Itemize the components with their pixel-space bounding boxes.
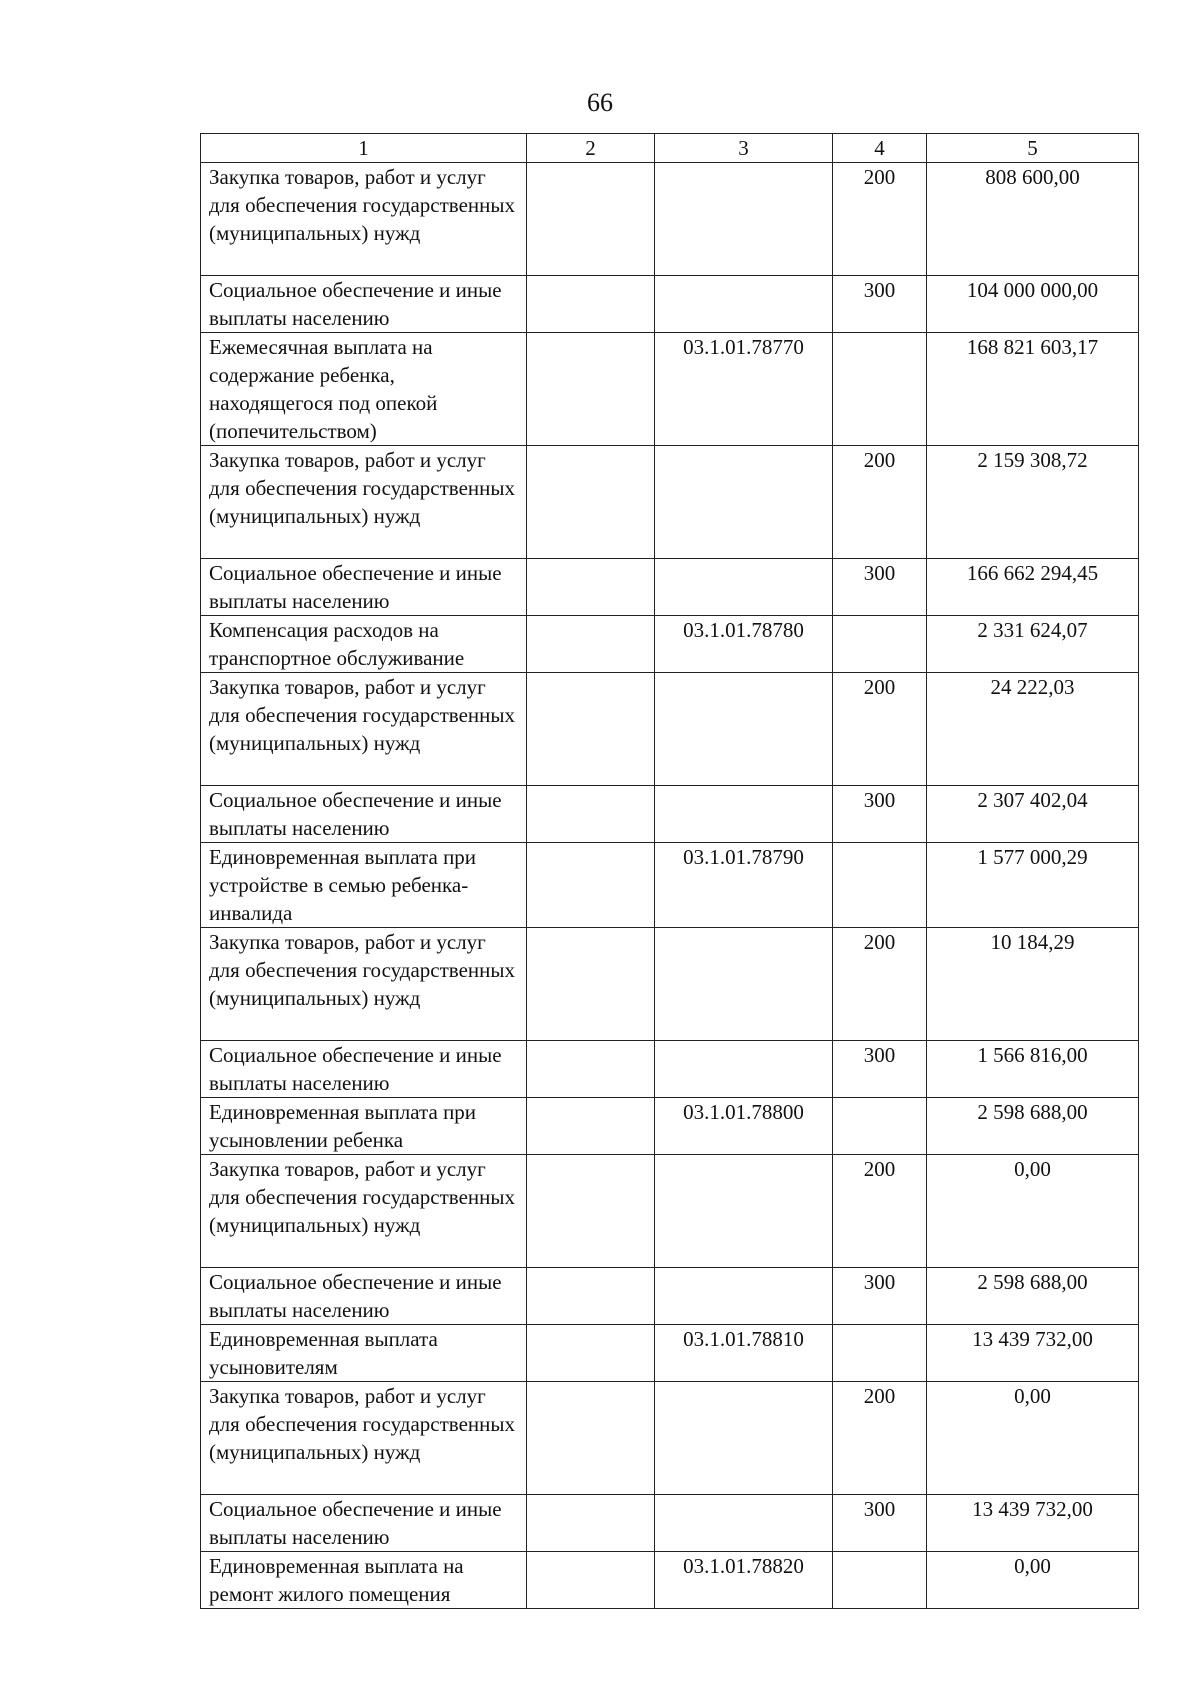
row-amount-cell: 2 331 624,07 xyxy=(927,616,1139,673)
row-code-cell xyxy=(655,1041,833,1098)
page-number: 66 xyxy=(587,88,613,117)
table-row xyxy=(201,843,1139,928)
header-col-2: 2 xyxy=(527,134,655,163)
row-col2-cell xyxy=(527,446,655,559)
row-col2-cell xyxy=(527,163,655,276)
row-type-cell: 300 xyxy=(833,1041,927,1098)
table-row xyxy=(201,616,1139,673)
row-type-cell: 300 xyxy=(833,1495,927,1552)
budget-table xyxy=(200,133,1139,1609)
row-code-cell: 03.1.01.78770 xyxy=(655,333,833,446)
row-code-cell xyxy=(655,1268,833,1325)
header-col-1: 1 xyxy=(201,134,527,163)
row-name-cell: Социальное обеспечение и иные выплаты населению xyxy=(201,1041,527,1098)
table-row xyxy=(201,1495,1139,1552)
row-code-cell: 03.1.01.78780 xyxy=(655,616,833,673)
row-type-cell: 300 xyxy=(833,276,927,333)
row-type-cell xyxy=(833,333,927,446)
row-amount-cell: 0,00 xyxy=(927,1382,1139,1495)
table-row xyxy=(201,1098,1139,1155)
row-code-cell: 03.1.01.78810 xyxy=(655,1325,833,1382)
header-col-4: 4 xyxy=(833,134,927,163)
row-code-cell xyxy=(655,1495,833,1552)
header-col-5: 5 xyxy=(927,134,1139,163)
row-name-cell: Социальное обеспечение и иные выплаты населению xyxy=(201,559,527,616)
row-code-cell xyxy=(655,1155,833,1268)
table-row xyxy=(201,333,1139,446)
row-code-cell xyxy=(655,559,833,616)
table-body xyxy=(201,163,1139,1609)
table-row xyxy=(201,1382,1139,1495)
row-name-cell: Закупка товаров, работ и услуг для обеспечения государственных (муниципальных) нужд xyxy=(201,928,527,1041)
row-amount-cell: 166 662 294,45 xyxy=(927,559,1139,616)
row-col2-cell xyxy=(527,276,655,333)
row-type-cell: 200 xyxy=(833,446,927,559)
row-amount-cell: 2 598 688,00 xyxy=(927,1268,1139,1325)
row-type-cell: 300 xyxy=(833,1268,927,1325)
row-amount-cell: 13 439 732,00 xyxy=(927,1325,1139,1382)
row-code-cell xyxy=(655,928,833,1041)
row-code-cell xyxy=(655,446,833,559)
row-name-cell: Социальное обеспечение и иные выплаты населению xyxy=(201,276,527,333)
table-row xyxy=(201,163,1139,276)
row-col2-cell xyxy=(527,928,655,1041)
row-type-cell: 200 xyxy=(833,1155,927,1268)
row-code-cell xyxy=(655,673,833,786)
row-amount-cell: 1 577 000,29 xyxy=(927,843,1139,928)
header-row xyxy=(201,134,1139,163)
row-amount-cell: 808 600,00 xyxy=(927,163,1139,276)
row-name-cell: Единовременная выплата на ремонт жилого помещения xyxy=(201,1552,527,1609)
table-row xyxy=(201,673,1139,786)
table-row xyxy=(201,1325,1139,1382)
row-code-cell: 03.1.01.78820 xyxy=(655,1552,833,1609)
row-amount-cell: 10 184,29 xyxy=(927,928,1139,1041)
row-name-cell: Ежемесячная выплата на содержание ребенка, находящегося под опекой (попечительством) xyxy=(201,333,527,446)
row-amount-cell: 0,00 xyxy=(927,1552,1139,1609)
row-col2-cell xyxy=(527,786,655,843)
row-col2-cell xyxy=(527,1382,655,1495)
row-type-cell xyxy=(833,843,927,928)
row-col2-cell xyxy=(527,559,655,616)
table-row xyxy=(201,1268,1139,1325)
row-name-cell: Закупка товаров, работ и услуг для обеспечения государственных (муниципальных) нужд xyxy=(201,673,527,786)
table-row xyxy=(201,1041,1139,1098)
table-row xyxy=(201,276,1139,333)
row-code-cell xyxy=(655,276,833,333)
row-type-cell: 200 xyxy=(833,928,927,1041)
row-col2-cell xyxy=(527,673,655,786)
table-row xyxy=(201,1155,1139,1268)
row-col2-cell xyxy=(527,843,655,928)
row-amount-cell: 1 566 816,00 xyxy=(927,1041,1139,1098)
row-name-cell: Закупка товаров, работ и услуг для обеспечения государственных (муниципальных) нужд xyxy=(201,446,527,559)
row-type-cell xyxy=(833,1325,927,1382)
row-name-cell: Единовременная выплата усыновителям xyxy=(201,1325,527,1382)
row-type-cell: 300 xyxy=(833,786,927,843)
row-type-cell: 300 xyxy=(833,559,927,616)
row-type-cell: 200 xyxy=(833,673,927,786)
table-row xyxy=(201,928,1139,1041)
row-type-cell xyxy=(833,1098,927,1155)
table-row xyxy=(201,1552,1139,1609)
row-amount-cell: 168 821 603,17 xyxy=(927,333,1139,446)
row-amount-cell: 24 222,03 xyxy=(927,673,1139,786)
table-row xyxy=(201,786,1139,843)
row-code-cell xyxy=(655,1382,833,1495)
row-name-cell: Социальное обеспечение и иные выплаты населению xyxy=(201,1495,527,1552)
row-type-cell: 200 xyxy=(833,163,927,276)
row-amount-cell: 2 159 308,72 xyxy=(927,446,1139,559)
table-header xyxy=(201,134,1139,163)
row-col2-cell xyxy=(527,1155,655,1268)
row-code-cell xyxy=(655,163,833,276)
row-name-cell: Единовременная выплата при усыновлении ребенка xyxy=(201,1098,527,1155)
row-name-cell: Закупка товаров, работ и услуг для обеспечения государственных (муниципальных) нужд xyxy=(201,1382,527,1495)
row-col2-cell xyxy=(527,1325,655,1382)
row-amount-cell: 0,00 xyxy=(927,1155,1139,1268)
header-col-3: 3 xyxy=(655,134,833,163)
table-row xyxy=(201,446,1139,559)
row-type-cell xyxy=(833,1552,927,1609)
row-col2-cell xyxy=(527,1098,655,1155)
row-name-cell: Компенсация расходов на транспортное обслуживание xyxy=(201,616,527,673)
row-name-cell: Социальное обеспечение и иные выплаты населению xyxy=(201,786,527,843)
row-col2-cell xyxy=(527,616,655,673)
table-row xyxy=(201,559,1139,616)
row-code-cell xyxy=(655,786,833,843)
row-type-cell xyxy=(833,616,927,673)
row-name-cell: Единовременная выплата при устройстве в семью ребенка-инвалида xyxy=(201,843,527,928)
row-col2-cell xyxy=(527,1041,655,1098)
row-code-cell: 03.1.01.78800 xyxy=(655,1098,833,1155)
row-code-cell: 03.1.01.78790 xyxy=(655,843,833,928)
row-name-cell: Социальное обеспечение и иные выплаты населению xyxy=(201,1268,527,1325)
row-amount-cell: 2 598 688,00 xyxy=(927,1098,1139,1155)
row-amount-cell: 13 439 732,00 xyxy=(927,1495,1139,1552)
row-type-cell: 200 xyxy=(833,1382,927,1495)
row-amount-cell: 104 000 000,00 xyxy=(927,276,1139,333)
row-name-cell: Закупка товаров, работ и услуг для обеспечения государственных (муниципальных) нужд xyxy=(201,163,527,276)
row-col2-cell xyxy=(527,1268,655,1325)
row-col2-cell xyxy=(527,333,655,446)
row-col2-cell xyxy=(527,1552,655,1609)
row-amount-cell: 2 307 402,04 xyxy=(927,786,1139,843)
row-name-cell: Закупка товаров, работ и услуг для обеспечения государственных (муниципальных) нужд xyxy=(201,1155,527,1268)
row-col2-cell xyxy=(527,1495,655,1552)
